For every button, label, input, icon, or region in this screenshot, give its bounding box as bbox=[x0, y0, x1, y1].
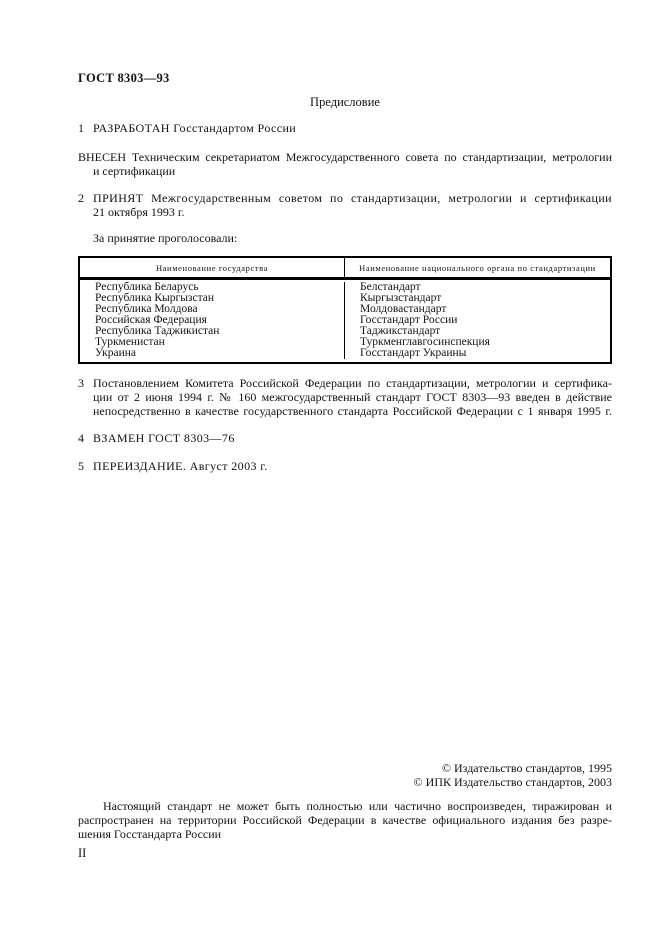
paragraph-line: ПРИНЯТ Межгосударственным советом по стандартизации, метрологии и сертификации bbox=[93, 191, 612, 205]
copyright-block bbox=[78, 761, 612, 789]
body-cell: Молдовастандарт bbox=[360, 303, 447, 315]
preface-item-3 bbox=[78, 376, 612, 418]
item-text: ПЕРЕИЗДАНИЕ. Август 2003 г. bbox=[93, 459, 268, 473]
doc-code: ГОСТ 8303—93 bbox=[78, 71, 170, 85]
paragraph-line: ции от 2 июня 1994 г. № 160 межгосударственный стандарт ГОСТ 8303—93 введен в действие bbox=[93, 390, 612, 404]
body-column bbox=[345, 282, 610, 359]
item-number: 4 bbox=[78, 431, 84, 445]
body-cell: Кыргызстандарт bbox=[360, 292, 442, 304]
paragraph-line: Настоящий стандарт не может быть полностью или частично воспроизведен, тиражирован и bbox=[103, 799, 612, 813]
copyright-line-2003: © ИПК Издательство стандартов, 2003 bbox=[413, 775, 612, 789]
state-cell: Республика Беларусь bbox=[95, 281, 199, 293]
preface-item-2 bbox=[78, 191, 612, 219]
vote-label: За принятие проголосовали: bbox=[93, 231, 238, 245]
item-number: 1 bbox=[78, 121, 84, 135]
vote-table bbox=[78, 256, 612, 364]
body-cell: Таджикстандарт bbox=[360, 325, 441, 337]
vote-table-header-row bbox=[80, 258, 610, 280]
body-cell: Белстандарт bbox=[360, 281, 421, 293]
item-number: 2 bbox=[78, 191, 84, 205]
body-cell: Госстандарт Украины bbox=[360, 347, 467, 359]
item-number: 3 bbox=[78, 376, 84, 390]
state-column bbox=[80, 282, 345, 359]
item-text: РАЗРАБОТАН Госстандартом России bbox=[93, 121, 297, 135]
state-cell: Туркменистан bbox=[95, 336, 165, 348]
copyright-line-1995: © Издательство стандартов, 1995 bbox=[441, 761, 612, 775]
paragraph-line: и сертификации bbox=[93, 164, 176, 178]
preface-item-5 bbox=[78, 459, 612, 473]
reproduction-restriction-note bbox=[78, 799, 612, 841]
item-text: ВЗАМЕН ГОСТ 8303—76 bbox=[93, 431, 235, 445]
item-number: 5 bbox=[78, 459, 84, 473]
paragraph-line: ВНЕСЕН Техническим секретариатом Межгосударственного совета по стандартизации, метрологии bbox=[78, 150, 612, 164]
preface-item-1 bbox=[78, 121, 612, 135]
page-number: II bbox=[78, 846, 87, 860]
state-cell: Российская Федерация bbox=[95, 314, 207, 326]
vote-table-header-body: Наименование национального органа по стандартизации bbox=[359, 262, 596, 273]
preface-title: Предисловие bbox=[310, 95, 380, 109]
body-cell: Госстандарт России bbox=[360, 314, 458, 326]
paragraph-line: непосредственно в качестве государственного стандарта Российской Федерации с 1 января 1995 г. bbox=[93, 404, 612, 418]
paragraph-line: Постановлением Комитета Российской Федерации по стандартизации, метрологии и сертифика- bbox=[93, 376, 612, 390]
paragraph-line: шения Госстандарта России bbox=[78, 827, 222, 841]
state-cell: Республика Таджикистан bbox=[95, 325, 220, 337]
body-cell: Туркменглавгосинспекция bbox=[360, 336, 490, 348]
preface-item-4 bbox=[78, 431, 612, 445]
vote-table-body bbox=[80, 280, 610, 362]
state-cell: Республика Кыргызстан bbox=[95, 292, 215, 304]
paragraph-line: распространен на территории Российской Федерации в качестве официального издания без разре- bbox=[78, 813, 612, 827]
paragraph-line: 21 октября 1993 г. bbox=[93, 205, 185, 219]
state-cell: Республика Молдова bbox=[95, 303, 198, 315]
vote-table-header-state: Наименование государства bbox=[80, 258, 345, 277]
state-cell: Украина bbox=[95, 347, 136, 359]
preface-item-vnesen bbox=[78, 150, 612, 178]
